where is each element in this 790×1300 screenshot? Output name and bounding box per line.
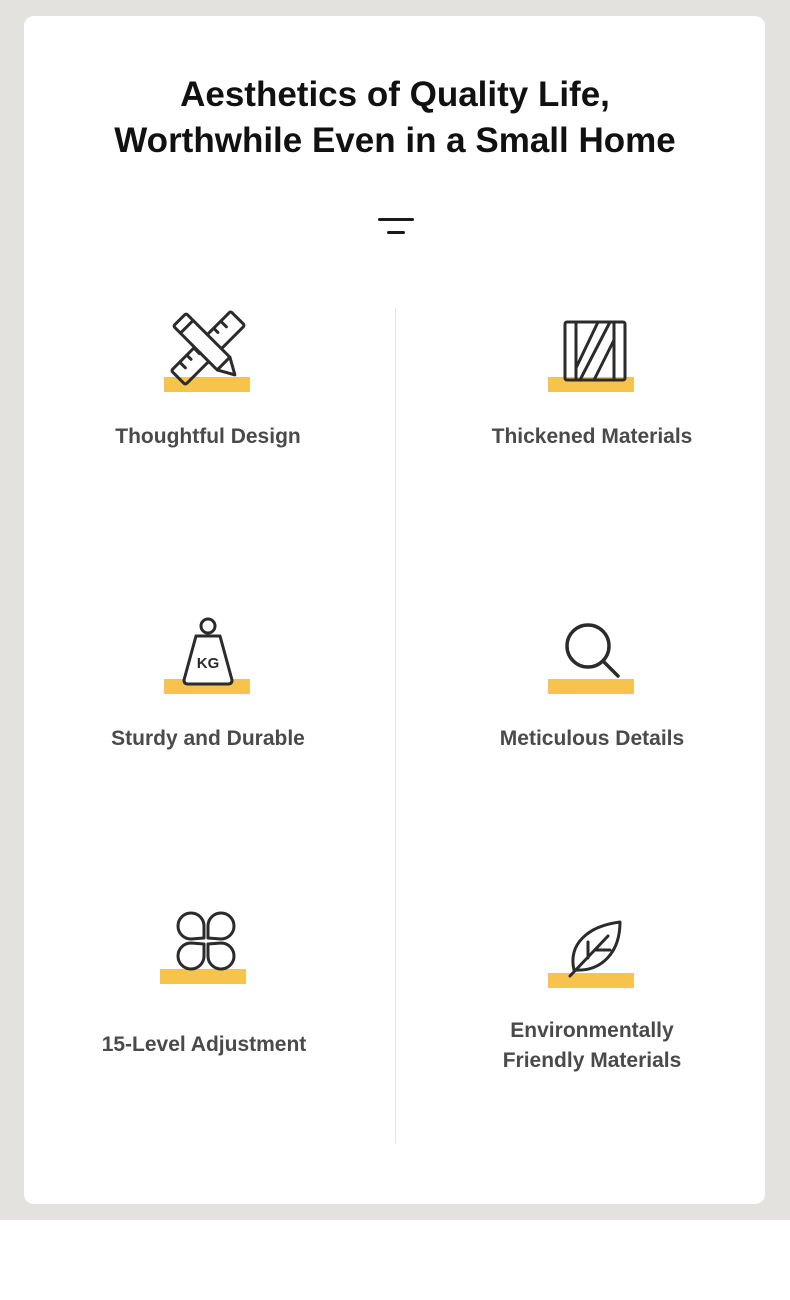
feature-label: Thickened Materials [491,425,693,448]
headline-line-2: Worthwhile Even in a Small Home [114,121,676,160]
feature-label: Meticulous Details [499,727,685,750]
feature-thoughtful-design [58,312,358,452]
menu-lines-icon [378,218,414,236]
headline [0,72,790,164]
leaf-icon [552,908,632,980]
column-divider [395,308,396,1143]
four-petal-icon [164,904,244,976]
feature-label-line-1: Environmentally [510,1019,674,1042]
magnifier-icon [552,614,632,686]
feature-thickened-materials [442,312,742,452]
weight-kg-text: KG [196,655,220,672]
feature-label [442,1016,742,1076]
feature-15-level-adjustment [54,904,354,1060]
feature-label: Thoughtful Design [115,425,301,448]
feature-label: Sturdy and Durable [111,727,305,750]
feature-label: 15-Level Adjustment [101,1033,307,1056]
ruler-pencil-icon [168,312,248,384]
headline-line-1: Aesthetics of Quality Life, [180,75,610,114]
feature-label-line-2: Friendly Materials [502,1049,682,1072]
feature-eco-materials [442,908,742,1076]
wood-panel-icon [552,312,632,384]
feature-sturdy-durable [58,614,358,754]
feature-meticulous-details [442,614,742,754]
weight-kg-icon [168,614,248,686]
